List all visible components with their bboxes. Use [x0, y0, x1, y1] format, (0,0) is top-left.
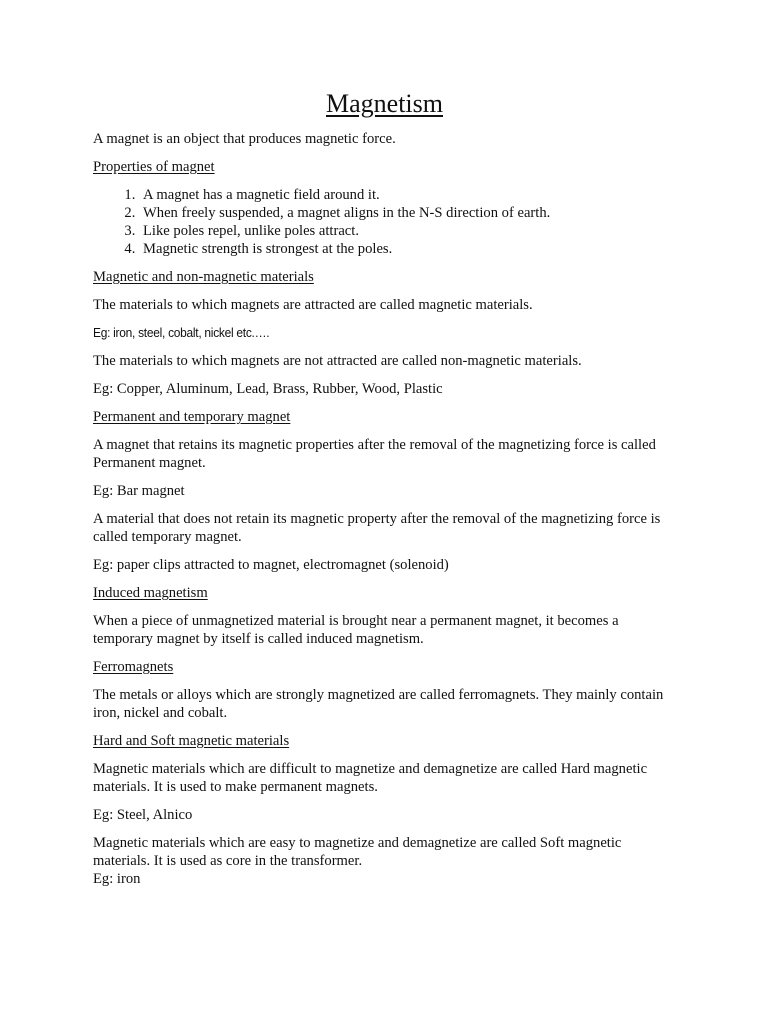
ferromagnets-definition: The metals or alloys which are strongly magnetized are called ferromagnets. They mainly contain iron, nickel and cobalt.: [93, 687, 664, 721]
hard-definition: Magnetic materials which are difficult to magnetize and demagnetize are called Hard magnetic materials. It is used to make permanent magnets.: [93, 761, 648, 795]
induced-definition: When a piece of unmagnetized material is brought near a permanent magnet, it becomes a temporary magnet by itself is called induced magnetism.: [93, 613, 619, 647]
section-heading-permanent: Permanent and temporary magnet: [93, 409, 291, 425]
properties-list: [93, 186, 668, 258]
magnetic-example-text: Eg: iron, steel, cobalt, nickel etc.….: [93, 325, 270, 340]
soft-definition: Magnetic materials which are easy to magnetize and demagnetize are called Soft magnetic materials. It is used as core in the transformer.: [93, 835, 622, 869]
non-magnetic-example: Eg: Copper, Aluminum, Lead, Brass, Rubber, Wood, Plastic: [93, 381, 443, 397]
non-magnetic-definition: The materials to which magnets are not attracted are called non-magnetic materials.: [93, 353, 582, 369]
list-item: 4. Magnetic strength is strongest at the poles.: [139, 240, 668, 258]
section-heading-materials: Magnetic and non-magnetic materials: [93, 269, 314, 285]
section-heading-hard-soft: Hard and Soft magnetic materials: [93, 733, 290, 749]
list-item: 2. When freely suspended, a magnet aligns in the N-S direction of earth.: [139, 204, 668, 222]
hard-example: Eg: Steel, Alnico: [93, 807, 193, 823]
soft-example: Eg: iron: [93, 871, 141, 887]
section-heading-ferromagnets: Ferromagnets: [93, 659, 174, 675]
page-title: Magnetism: [326, 89, 443, 118]
temporary-example: Eg: paper clips attracted to magnet, electromagnet (solenoid): [93, 557, 449, 573]
list-item: 3. Like poles repel, unlike poles attract.: [139, 222, 668, 240]
section-heading-induced: Induced magnetism: [93, 585, 208, 601]
intro-text: A magnet is an object that produces magnetic force.: [93, 131, 396, 147]
magnetic-example: [93, 324, 668, 342]
document-body: [93, 86, 668, 898]
permanent-example: Eg: Bar magnet: [93, 483, 185, 499]
section-heading-properties: Properties of magnet: [93, 159, 215, 175]
temporary-definition: A material that does not retain its magnetic property after the removal of the magnetizing force is called temporary magnet.: [93, 511, 661, 545]
list-item: 1. A magnet has a magnetic field around it.: [139, 186, 668, 204]
permanent-definition: A magnet that retains its magnetic properties after the removal of the magnetizing force is called Permanent magnet.: [93, 437, 656, 471]
magnetic-definition: The materials to which magnets are attracted are called magnetic materials.: [93, 297, 533, 313]
